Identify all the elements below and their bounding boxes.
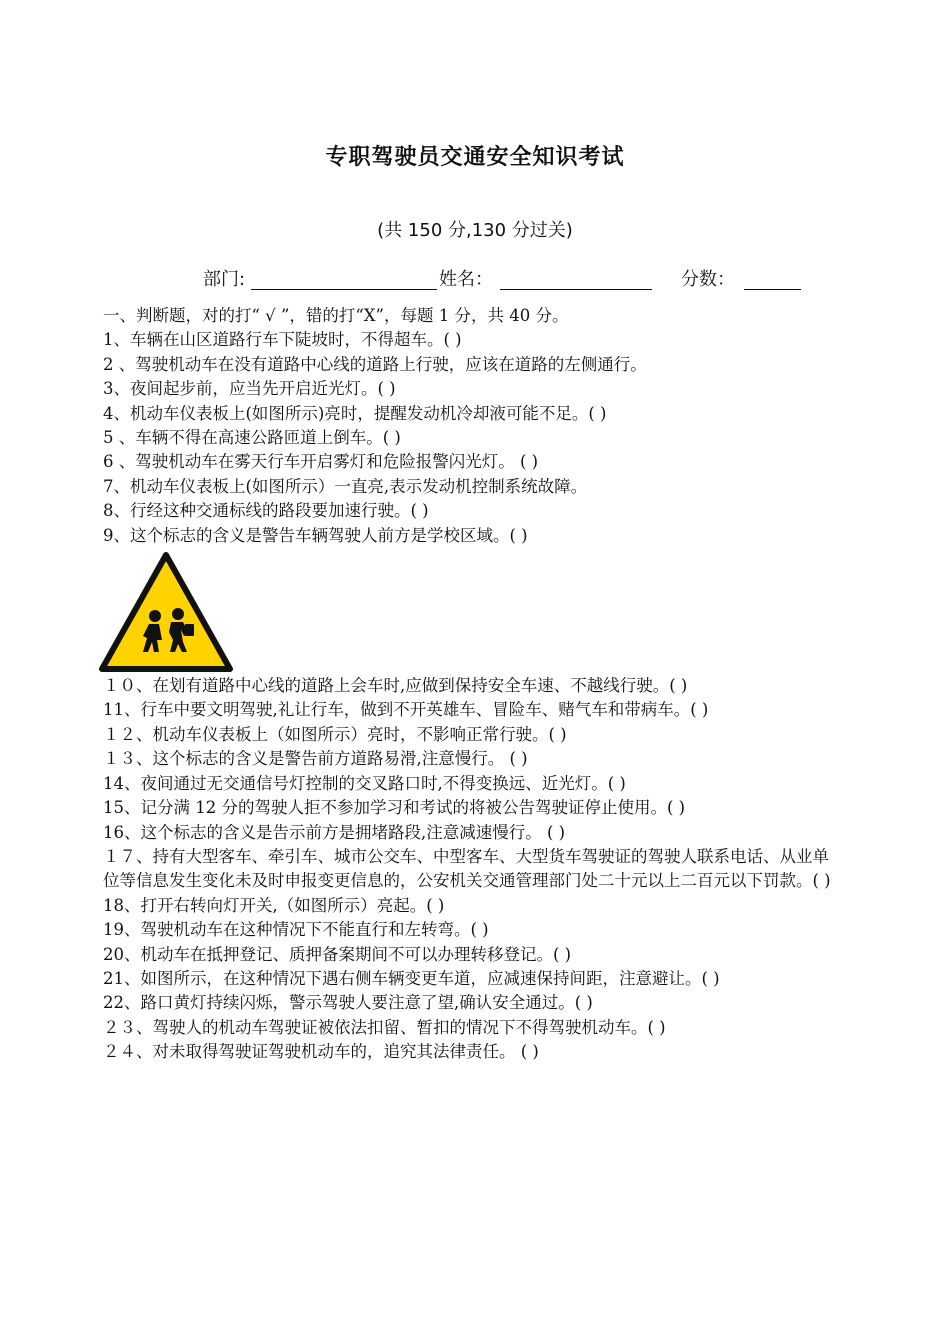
question-item: 2 、驾驶机动车在没有道路中心线的道路上行驶，应该在道路的左侧通行。 <box>103 354 647 374</box>
department-label: 部门: <box>203 269 246 290</box>
question-item: 11、行车中要文明驾驶,礼让行车，做到不开英雄车、冒险车、赌气车和带病车。( ) <box>103 700 709 720</box>
question-item: 18、打开右转向灯开关,（如图所示）亮起。( ) <box>103 895 445 915</box>
question-group-a <box>103 328 843 548</box>
question-item: 15、记分满 12 分的驾驶人拒不参加学习和考试的将被公告驾驶证停止使用。( ) <box>103 798 686 818</box>
info-row <box>203 265 843 295</box>
question-item: 8、行经这种交通标线的路段要加速行驶。( ) <box>103 501 429 521</box>
question-item: 21、如图所示，在这种情况下遇右侧车辆变更车道，应减速保持间距，注意避让。( ) <box>103 968 720 988</box>
question-item: 3、夜间起步前，应当先开启近光灯。( ) <box>103 379 396 399</box>
department-field[interactable] <box>251 289 437 290</box>
question-item: 16、这个标志的含义是告示前方是拥堵路段,注意减速慢行。 ( ) <box>103 822 566 842</box>
question-item: 7、机动车仪表板上(如图所示）一直亮,表示发动机控制系统故障。 <box>103 476 588 496</box>
question-item: １７、持有大型客车、牵引车、城市公交车、中型客车、大型货车驾驶证的驾驶人联系电话、从业单位等信息发生变化未及时申报变更信息的，公安机关交通管理部门处二十元以上二百元以下罚款。( ) <box>103 846 831 891</box>
score-field[interactable] <box>744 289 801 290</box>
question-item: 19、驾驶机动车在这种情况下不能直行和左转弯。( ) <box>103 920 489 940</box>
question-item: ２３、驾驶人的机动车驾驶证被依法扣留、暂扣的情况下不得驾驶机动车。( ) <box>103 1017 666 1037</box>
question-item: 14、夜间通过无交通信号灯控制的交叉路口时,不得变换远、近光灯。( ) <box>103 773 626 793</box>
name-label: 姓名： <box>439 269 493 290</box>
question-item: 5 、车辆不得在高速公路匝道上倒车。( ) <box>103 428 401 448</box>
question-item: 4、机动车仪表板上(如图所示)亮时，提醒发动机冷却液可能不足。( ) <box>103 403 607 423</box>
page-subtitle: (共 150 分,130 分过关) <box>377 220 573 241</box>
page-title: 专职驾驶员交通安全知识考试 <box>325 145 625 170</box>
question-item: １０、在划有道路中心线的道路上会车时,应做到保持安全车速、不越线行驶。( ) <box>103 676 688 696</box>
question-item: 22、路口黄灯持续闪烁，警示驾驶人要注意了望,确认安全通过。( ) <box>103 993 593 1013</box>
question-group-b <box>103 674 843 1065</box>
question-item: 9、这个标志的含义是警告车辆驾驶人前方是学校区域。( ) <box>103 525 528 545</box>
question-item: 1、车辆在山区道路行车下陡坡时，不得超车。( ) <box>103 330 462 350</box>
question-item: ２４、对未取得驾驶证驾驶机动车的，追究其法律责任。 ( ) <box>103 1042 539 1062</box>
score-label: 分数： <box>681 269 735 290</box>
question-item: １２、机动车仪表板上（如图所示）亮时，不影响正常行驶。( ) <box>103 724 567 744</box>
question-item: 20、机动车在抵押登记、质押备案期间不可以办理转移登记。( ) <box>103 944 572 964</box>
school-zone-sign-icon <box>99 552 233 672</box>
question-item: 6 、驾驶机动车在雾天行车开启雾灯和危险报警闪光灯。 ( ) <box>103 452 539 472</box>
question-list <box>103 304 843 1065</box>
name-field[interactable] <box>500 289 652 290</box>
section-header: 一、判断题，对的打“ √ ”，错的打“X”，每题 1 分，共 40 分。 <box>103 306 569 325</box>
question-item: １３、这个标志的含义是警告前方道路易滑,注意慢行。 ( ) <box>103 749 528 769</box>
